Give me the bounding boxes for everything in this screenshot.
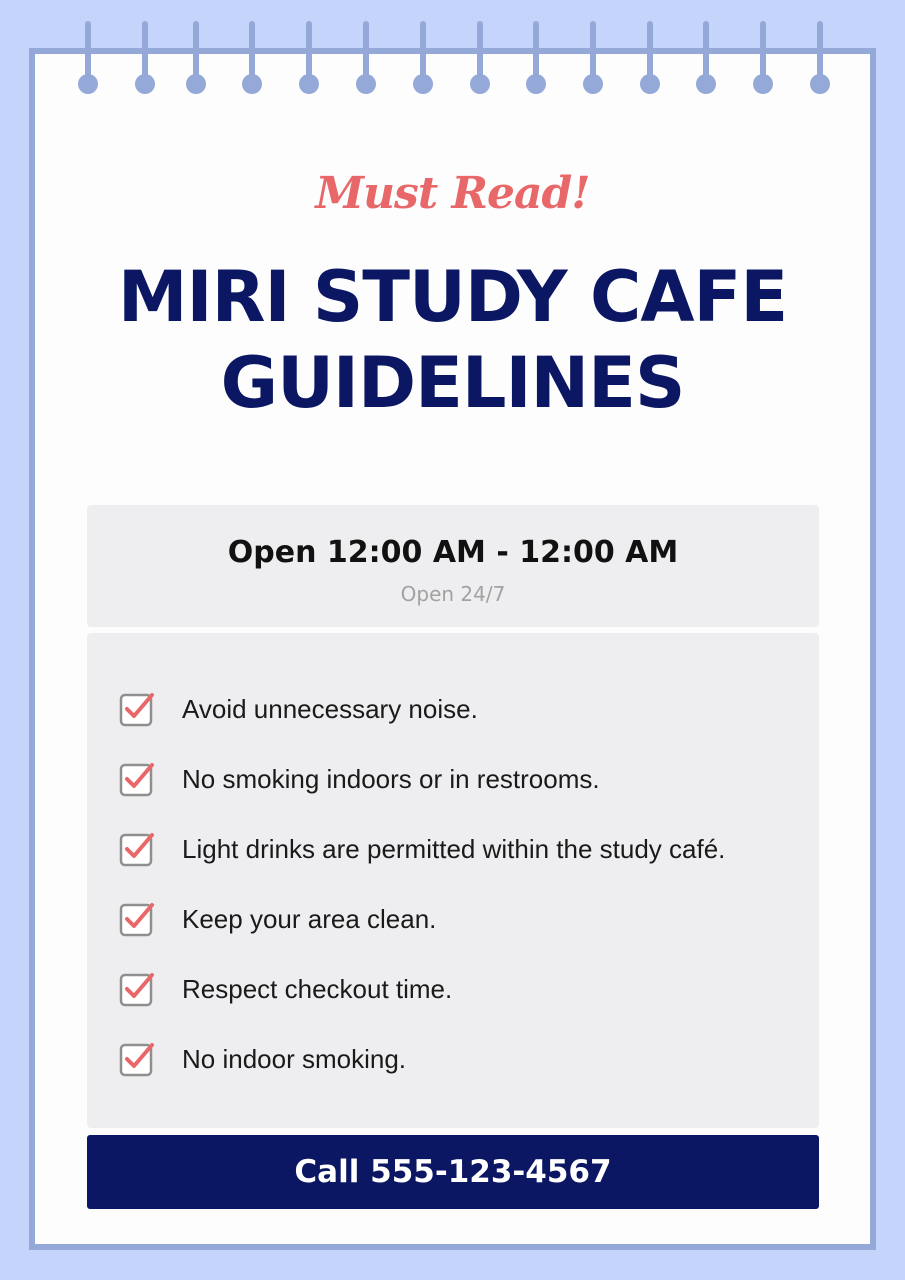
- hours-panel: [87, 505, 819, 627]
- checkbox-checked-icon: [119, 901, 155, 937]
- title-line-1: MIRI STUDY CAFE: [117, 256, 788, 338]
- checkbox-checked-icon: [119, 761, 155, 797]
- page-title: [0, 254, 905, 426]
- checkbox-checked-icon: [119, 831, 155, 867]
- rule-text: No indoor smoking.: [182, 1044, 406, 1074]
- rule-item: [87, 897, 819, 941]
- rule-text: Avoid unnecessary noise.: [182, 694, 478, 724]
- rule-item: [87, 967, 819, 1011]
- rule-item: [87, 827, 819, 871]
- rule-text: Keep your area clean.: [182, 904, 437, 934]
- rule-item: [87, 687, 819, 731]
- checkbox-checked-icon: [119, 691, 155, 727]
- call-button-label: Call 555-123-4567: [294, 1154, 612, 1190]
- rule-item: [87, 1037, 819, 1081]
- opening-hours: Open 12:00 AM - 12:00 AM: [227, 535, 679, 570]
- rule-text: No smoking indoors or in restrooms.: [182, 764, 600, 794]
- rule-item: [87, 757, 819, 801]
- must-read-tagline: Must Read!: [315, 168, 590, 219]
- rule-text: Light drinks are permitted within the study café.: [182, 834, 726, 864]
- checkbox-checked-icon: [119, 1041, 155, 1077]
- checkbox-checked-icon: [119, 971, 155, 1007]
- rule-text: Respect checkout time.: [182, 974, 453, 1004]
- rules-panel: [87, 633, 819, 1128]
- opening-hours-note: Open 24/7: [400, 582, 506, 606]
- call-button[interactable]: [87, 1135, 819, 1209]
- title-line-2: GUIDELINES: [220, 342, 685, 424]
